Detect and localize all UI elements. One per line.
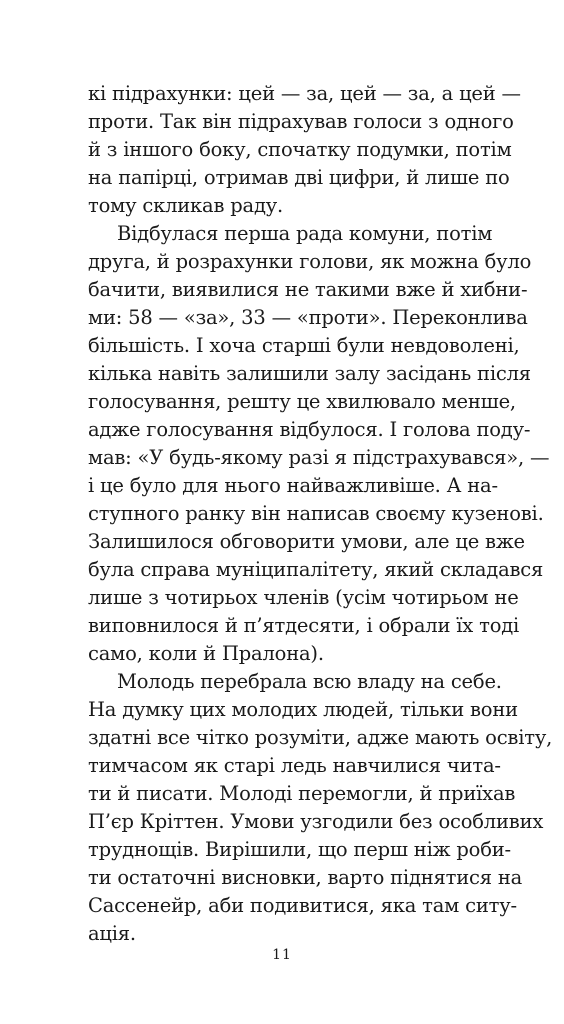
text-line: на папірці, отримав дві цифри, й лише по — [88, 166, 510, 189]
text-line: Залишилося обговорити умови, але це вже — [88, 530, 525, 553]
text-line: здатні все чітко розуміти, адже мають освіту, — [88, 726, 553, 749]
text-line: ація. — [88, 922, 136, 945]
text-line: адже голосування відбулося. І голова поду- — [88, 418, 531, 441]
text-line: ти й писати. Молоді перемогли, й приїхав — [88, 782, 516, 805]
text-line: друга, й розрахунки голови, як можна було — [88, 250, 532, 273]
text-line: кілька навіть залишили залу засідань після — [88, 362, 531, 385]
text-line: тому скликав раду. — [88, 194, 284, 217]
text-line: лише з чотирьох членів (усім чотирьом не — [88, 586, 519, 609]
text-line: проти. Так він підрахував голоси з одного — [88, 110, 514, 133]
paragraph-first-line: Відбулася перша рада комуни, потім — [117, 222, 493, 245]
text-line: На думку цих молодих людей, тільки вони — [88, 698, 518, 721]
text-line: Сассенейр, аби подивитися, яка там ситу- — [88, 894, 517, 917]
text-line: само, коли й Пралона). — [88, 642, 324, 665]
text-line: виповнилося й п’ятдесяти, і обрали їх тоді — [88, 614, 520, 637]
text-line: П’єр Кріттен. Умови узгодили без особливих — [88, 810, 544, 833]
text-line: мав: «У будь-якому разі я підстрахувався», — — [88, 446, 550, 469]
text-line: голосування, решту це хвилювало менше, — [88, 390, 516, 413]
text-line: більшість. І хоча старші були невдоволені, — [88, 334, 520, 357]
text-line: й з іншого боку, спочатку подумки, потім — [88, 138, 512, 161]
text-line: тимчасом як старі ледь навчилися чита- — [88, 754, 501, 777]
text-line: труднощів. Вирішили, що перш ніж роби- — [88, 838, 511, 861]
text-line: і це було для нього найважливіше. А на- — [88, 474, 498, 497]
text-line: кі підрахунки: цей — за, цей — за, а цей — — [88, 82, 521, 105]
text-line: бачити, виявилися не такими вже й хибни- — [88, 278, 528, 301]
text-line: була справа муніципалітету, який складався — [88, 558, 544, 581]
text-line: ти остаточні висновки, варто піднятися на — [88, 866, 523, 889]
text-line: ступного ранку він написав своєму кузенові. — [88, 502, 544, 525]
text-line: ми: 58 — «за», 33 — «проти». Переконлива — [88, 306, 528, 329]
page-number: 11 — [272, 947, 292, 963]
paragraph-first-line: Молодь перебрала всю владу на себе. — [117, 670, 502, 693]
